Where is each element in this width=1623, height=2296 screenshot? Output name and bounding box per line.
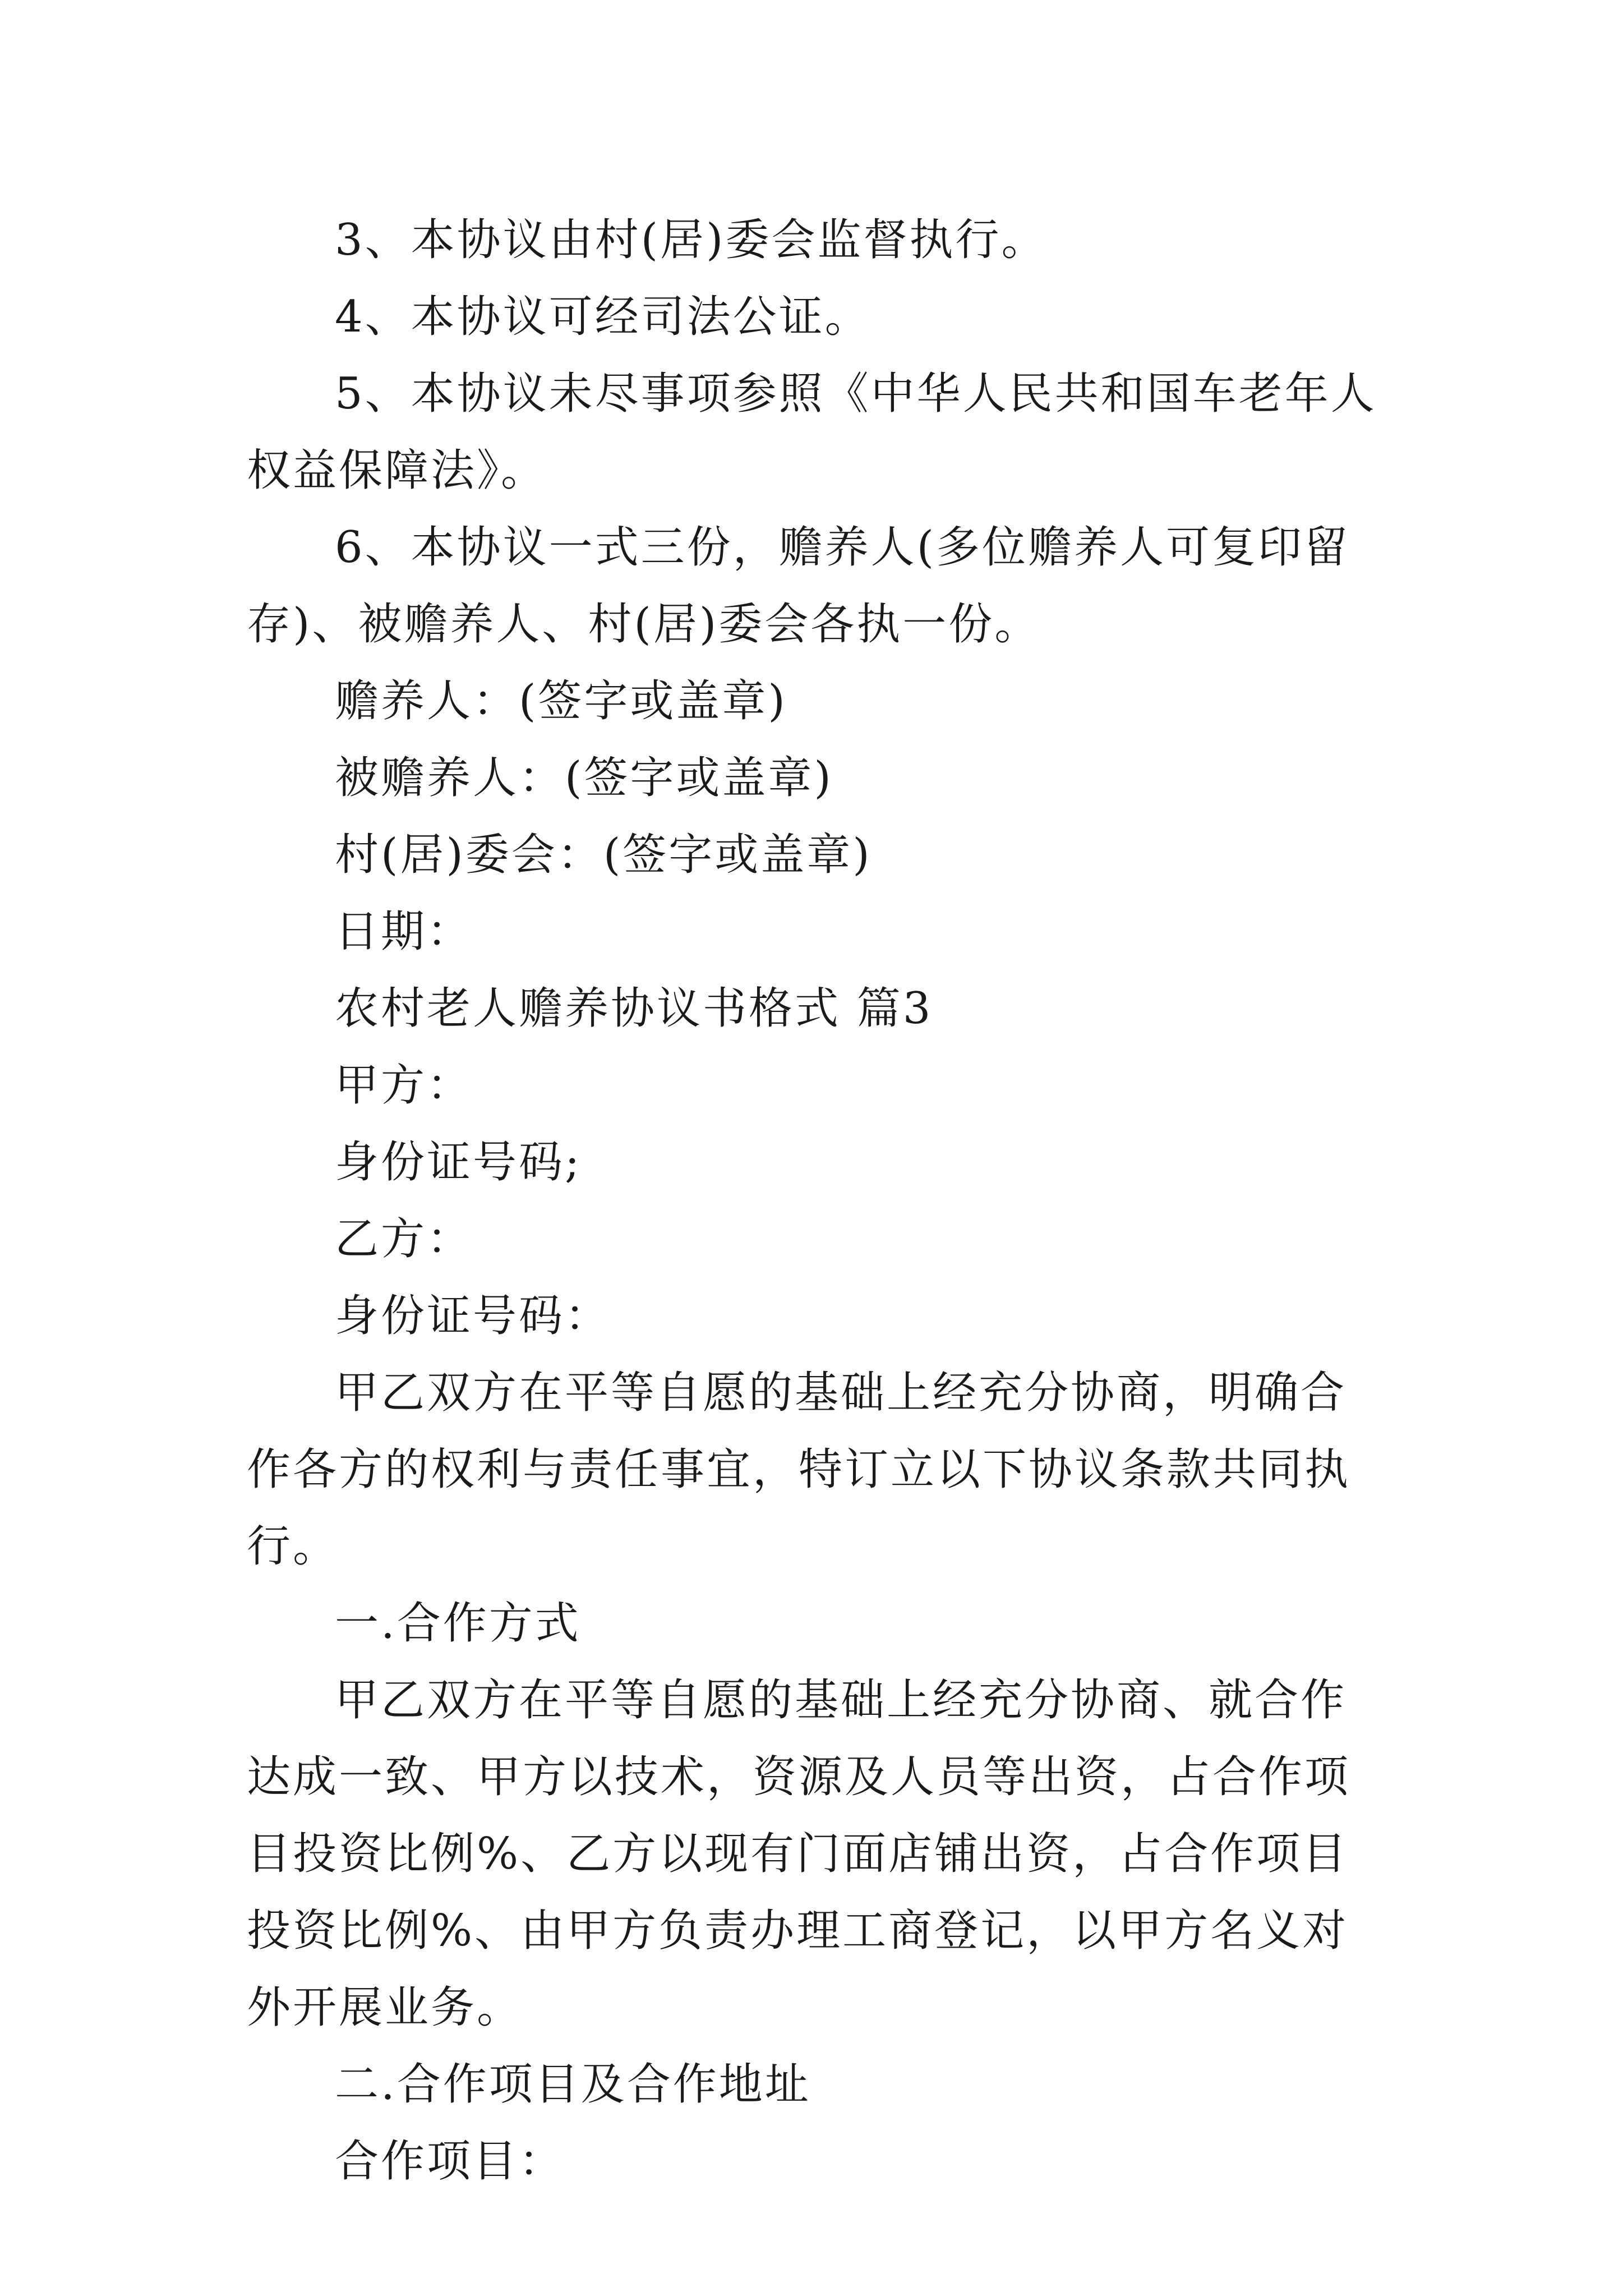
signature-committee: 村(居)委会：(签字或盖章) (335, 830, 872, 880)
clause-6: 6、本协议一式三份，赡养人(多位赡养人可复印留存)、被赡养人、村(居)委会各执一份。 (247, 522, 1350, 650)
party-b-id-line: 身份证号码： (335, 1291, 611, 1341)
section-heading: 农村老人赡养协议书格式 篇3 (335, 983, 933, 1034)
heading-cooperation-method: 一.合作方式 (335, 1598, 581, 1649)
signature-supporter: 赡养人：(签字或盖章) (335, 676, 787, 726)
party-a-id-line: 身份证号码; (335, 1137, 582, 1188)
heading-project-address: 二.合作项目及合作地址 (335, 2059, 811, 2110)
intro-paragraph: 甲乙双方在平等自愿的基础上经充分协商，明确合作各方的权利与责任事宜，特订立以下协议条款共同执行。 (247, 1368, 1351, 1572)
project-line: 合作项目： (335, 2136, 565, 2187)
document-page (247, 202, 1380, 2200)
clause-4: 4、本协议可经司法公证。 (335, 292, 871, 342)
clause-3: 3、本协议由村(居)委会监督执行。 (335, 215, 1048, 265)
cooperation-method-paragraph: 甲乙双方在平等自愿的基础上经充分协商、就合作达成一致、甲方以技术，资源及人员等出资，占合作项目投资比例%、乙方以现有门面店铺出资，占合作项目投资比例%、由甲方负责办理工商登记，以甲方名义对外开展业务。 (247, 1675, 1351, 2033)
party-a-line: 甲方： (335, 1060, 473, 1111)
party-b-line: 乙方： (335, 1214, 473, 1264)
signature-supported: 被赡养人：(签字或盖章) (335, 753, 833, 803)
clause-5: 5、本协议未尽事项参照《中华人民共和国车老年人权益保障法》。 (247, 369, 1377, 496)
date-line: 日期： (335, 907, 473, 957)
